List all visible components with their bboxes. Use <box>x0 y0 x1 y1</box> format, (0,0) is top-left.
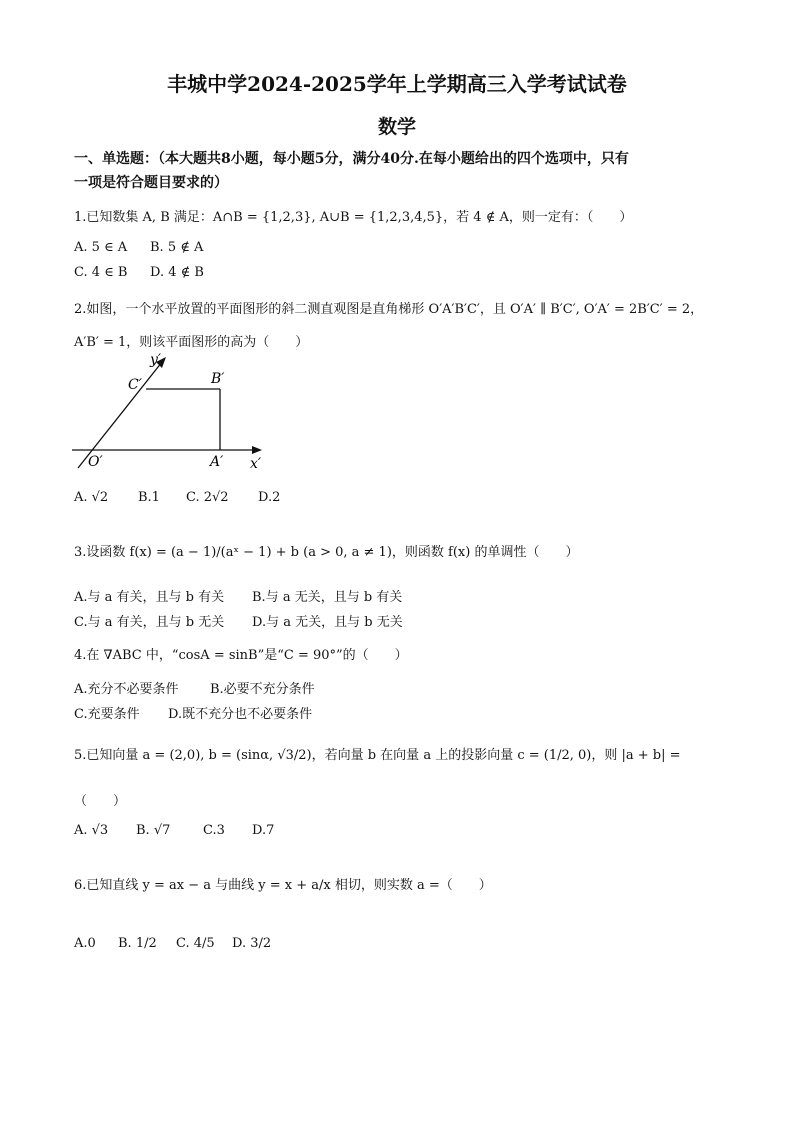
q6-option-d: D. 3/2 <box>232 936 272 951</box>
question-5-stem-line2: （ ） <box>74 794 127 809</box>
point-b-label: B′ <box>211 371 225 387</box>
q6-option-b: B. 1/2 <box>118 936 157 951</box>
y-axis-label: y′ <box>150 352 162 368</box>
q3-option-b: B.与 a 无关，且与 b 有关 <box>252 590 403 605</box>
exam-title: 丰城中学2024-2025学年上学期高三入学考试试卷 <box>167 72 627 96</box>
point-c-label: C′ <box>128 377 142 393</box>
q6-option-c: C. 4/5 <box>176 936 215 951</box>
q2-option-b: B.1 <box>138 490 160 505</box>
question-5-stem: 5.已知向量 a = (2,0), b = (sinα, √3/2)，若向量 b 在向量 a 上的投影向量 c = (1/2, 0)，则 |a + b| = <box>74 748 681 763</box>
q4-option-c: C.充要条件 <box>74 707 140 722</box>
q1-option-a: A. 5 ∈ A <box>74 240 128 255</box>
question-2-stem-line1: 2.如图，一个水平放置的平面图形的斜二测直观图是直角梯形 O′A′B′C′，且 O′A′ ∥ B′C′, O′A′ = 2B′C′ = 2， <box>74 302 704 317</box>
question-6-stem: 6.已知直线 y = ax − a 与曲线 y = x + a/x 相切，则实数 a =（ ） <box>74 878 492 893</box>
q5-option-d: D.7 <box>252 823 275 838</box>
x-axis-label: x′ <box>250 456 262 472</box>
point-o-label: O′ <box>88 454 103 470</box>
q1-option-b: B. 5 ∉ A <box>150 240 204 255</box>
q3-option-d: D.与 a 无关，且与 b 无关 <box>252 615 403 630</box>
q5-option-a: A. √3 <box>74 823 109 838</box>
section-heading-line2: 一项是符合题目要求的） <box>74 175 228 191</box>
q2-option-c: C. 2√2 <box>186 490 229 505</box>
question-1-stem: 1.已知数集 A, B 满足：A∩B = {1,2,3}, A∪B = {1,2,3,4,5}，若 4 ∉ A，则一定有：（ ） <box>74 210 633 225</box>
question-2-stem-line2: A′B′ = 1，则该平面图形的高为（ ） <box>74 335 309 350</box>
subject-title: 数学 <box>377 116 416 138</box>
section-heading-line1: 一、单选题：（本大题共8小题，每小题5分，满分40分.在每小题给出的四个选项中，只有 <box>74 151 629 167</box>
q1-option-c: C. 4 ∈ B <box>74 265 128 280</box>
q2-option-d: D.2 <box>258 490 281 505</box>
q1-option-d: D. 4 ∉ B <box>150 265 204 280</box>
q3-option-c: C.与 a 有关，且与 b 无关 <box>74 615 225 630</box>
q6-option-a: A.0 <box>74 936 96 951</box>
q5-option-c: C.3 <box>203 823 225 838</box>
q4-option-a: A.充分不必要条件 <box>74 682 179 697</box>
point-a-label: A′ <box>210 454 224 470</box>
question-4-stem: 4.在 ∇ABC 中，“cosA = sinB”是“C = 90°”的（ ） <box>74 648 408 663</box>
q4-option-d: D.既不充分也不必要条件 <box>168 707 313 722</box>
q2-option-a: A. √2 <box>74 490 109 505</box>
q3-option-a: A.与 a 有关，且与 b 有关 <box>74 590 225 605</box>
q2-trapezoid-figure <box>70 350 270 475</box>
q4-option-b: B.必要不充分条件 <box>210 682 315 697</box>
q5-option-b: B. √7 <box>136 823 171 838</box>
question-3-stem: 3.设函数 f(x) = (a − 1)/(aˣ − 1) + b (a > 0, a ≠ 1)，则函数 f(x) 的单调性（ ） <box>74 545 579 560</box>
